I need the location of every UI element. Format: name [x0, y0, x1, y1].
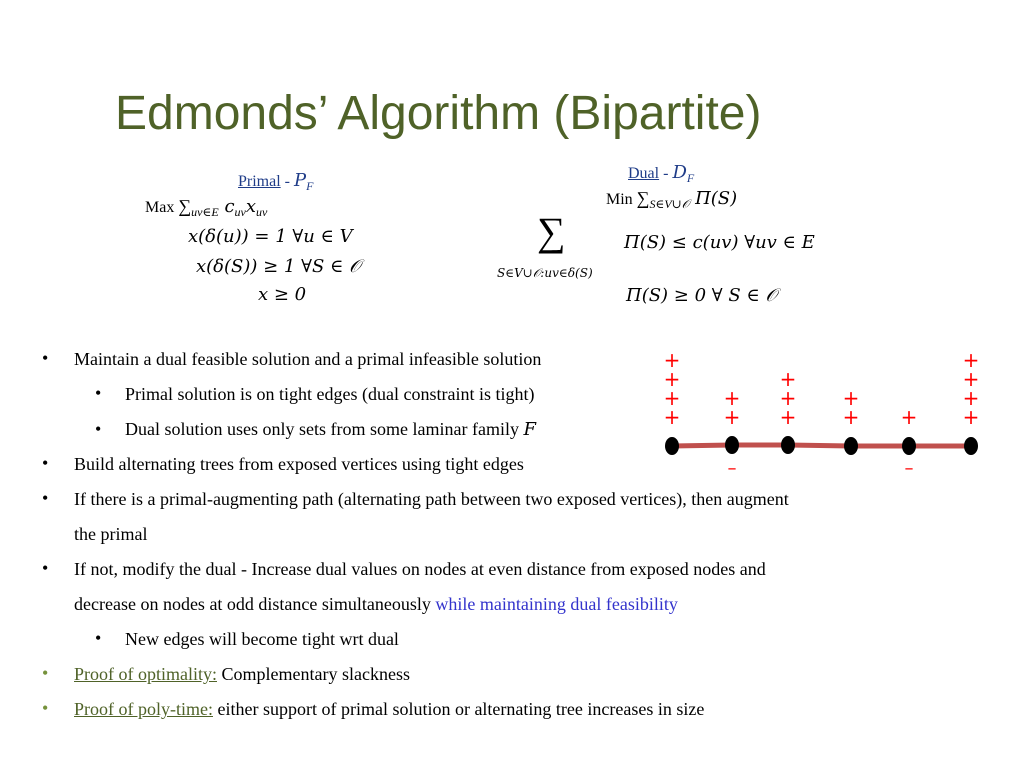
- plus-mark: +: [779, 386, 797, 410]
- bullet-5: Proof of optimality: Complementary slackness: [74, 664, 410, 684]
- plus-mark: +: [962, 405, 980, 429]
- alternating-path-diagram: [650, 340, 990, 480]
- plus-mark: +: [663, 348, 681, 372]
- plus-mark: +: [723, 405, 741, 429]
- primal-link[interactable]: Primal: [238, 173, 281, 190]
- bullet-3-line-2: the primal: [74, 524, 148, 544]
- bullet-dot: •: [42, 558, 49, 578]
- minus-mark: –: [904, 458, 914, 479]
- bullet-dot: •: [95, 628, 102, 648]
- bullet-1a: Primal solution is on tight edges (dual constraint is tight): [125, 384, 535, 404]
- bullet-dot: •: [95, 419, 102, 439]
- plus-mark: +: [663, 367, 681, 391]
- dual-sum-subscript: S∈V∪𝒪:uv∈δ(S): [497, 266, 593, 280]
- graph-node: [844, 437, 858, 455]
- bullet-4-line-2: decrease on nodes at odd distance simultaneously while maintaining dual feasibility: [74, 594, 678, 614]
- plus-mark: +: [663, 386, 681, 410]
- graph-node: [964, 437, 978, 455]
- plus-mark: +: [962, 348, 980, 372]
- primal-constraint-1: x(δ(u)) = 1 ∀u ∈ V: [188, 226, 353, 247]
- bullet-dot: •: [42, 698, 49, 718]
- bullet-6: Proof of poly-time: either support of primal solution or alternating tree increases in size: [74, 699, 705, 719]
- minus-mark: –: [727, 458, 737, 479]
- graph-node: [665, 437, 679, 455]
- highlight-text: while maintaining dual feasibility: [435, 594, 678, 614]
- plus-mark: +: [900, 405, 918, 429]
- plus-mark: +: [779, 405, 797, 429]
- bullet-dot: •: [95, 383, 102, 403]
- bullet-2: Build alternating trees from exposed vertices using tight edges: [74, 454, 524, 474]
- plus-mark: +: [723, 386, 741, 410]
- primal-constraint-3: x ≥ 0: [258, 284, 307, 305]
- plus-mark: +: [962, 367, 980, 391]
- proof-of-poly-time-link[interactable]: Proof of poly-time:: [74, 699, 213, 719]
- dual-header: Dual - $D_F$: [628, 162, 695, 185]
- graph-node: [902, 437, 916, 455]
- dual-constraint-1: Π(S) ≤ c(uv) ∀uv ∈ E: [624, 232, 815, 253]
- bullet-1: Maintain a dual feasible solution and a primal infeasible solution: [74, 349, 542, 369]
- plus-mark: +: [779, 367, 797, 391]
- bullet-3-line-1: If there is a primal-augmenting path (alternating path between two exposed vertices), then augment: [74, 489, 789, 509]
- bullet-4a: New edges will become tight wrt dual: [125, 629, 399, 649]
- dual-link[interactable]: Dual: [628, 165, 660, 182]
- plus-mark: +: [663, 405, 681, 429]
- path-edge: [788, 445, 851, 446]
- plus-mark: +: [842, 386, 860, 410]
- plus-mark: +: [962, 386, 980, 410]
- bullet-dot: •: [42, 348, 49, 368]
- dual-objective: Min $\sum_{S\in V\cup 𝒪}$ Π(S): [606, 188, 738, 211]
- dual-sum-symbol: ∑: [537, 209, 566, 254]
- bullet-dot: •: [42, 663, 49, 683]
- graph-node: [725, 436, 739, 454]
- plus-mark: +: [842, 405, 860, 429]
- slide-title: Edmonds’ Algorithm (Bipartite): [115, 87, 762, 140]
- path-edge: [672, 445, 732, 446]
- proof-of-optimality-link[interactable]: Proof of optimality:: [74, 664, 217, 684]
- primal-header: Primal - $P_F$: [238, 170, 314, 193]
- primal-objective: Max $\sum_{uv\in E}$ $c_{uv}x_{uv}$: [145, 196, 268, 219]
- bullet-1b: Dual solution uses only sets from some laminar family F: [125, 419, 536, 440]
- graph-node: [781, 436, 795, 454]
- bullet-dot: •: [42, 488, 49, 508]
- dual-constraint-2: Π(S) ≥ 0 ∀ S ∈ 𝒪: [626, 285, 777, 306]
- bullet-4-line-1: If not, modify the dual - Increase dual values on nodes at even distance from exposed nodes and: [74, 559, 766, 579]
- primal-constraint-2: x(δ(S)) ≥ 1 ∀S ∈ 𝒪: [196, 256, 361, 277]
- bullet-dot: •: [42, 453, 49, 473]
